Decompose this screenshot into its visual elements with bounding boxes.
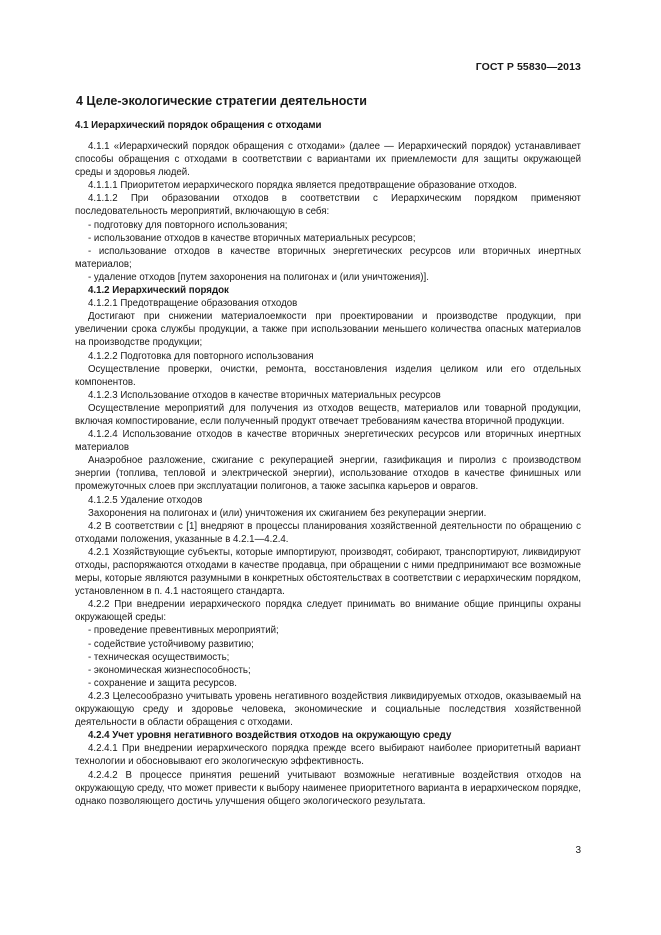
paragraph: 4.2.4.2 В процессе принятия решений учитывают возможные негативные воздействия отходов на окружающую среду, что может привести к выбору наименее приоритетного варианта в иерархическом порядке, однако позволяющего достичь улучшения общего экологического результата.: [75, 769, 581, 807]
clause-heading: 4.1.2 Иерархический порядок: [88, 285, 229, 297]
paragraph: 4.1.2.2 Подготовка для повторного использования: [88, 350, 314, 362]
paragraph: Осуществление мероприятий для получения из отходов веществ, материалов или товарной продукции, включая компостирование, если полученный продукт отвечает требованиям качества вторичной продукции.: [75, 402, 581, 427]
list-item: - проведение превентивных мероприятий;: [88, 625, 279, 637]
subsection-title: 4.1 Иерархический порядок обращения с отходами: [75, 120, 322, 131]
paragraph: 4.2.1 Хозяйствующие субъекты, которые импортируют, производят, собирают, транспортируют, ликвидируют отходы, распоряжаются отходами в качестве продавца, при обращении с ними предпринимают все возможные меры, которые являются разумными в конкретных обстоятельствах в соответствии с иерархическим порядком, установленном в п. 4.1 настоящего стандарта.: [75, 546, 581, 598]
page-number: 3: [575, 845, 581, 856]
list-item: - использование отходов в качестве вторичных материальных ресурсов;: [88, 232, 416, 244]
paragraph: 4.2 В соответствии с [1] внедряют в процессы планирования хозяйственной деятельности по обращению с отходами положения, указанные в 4.2.1—4.2.4.: [75, 520, 581, 545]
list-item: - техническая осуществимость;: [88, 651, 230, 663]
list-item: - содействие устойчивому развитию;: [88, 638, 254, 650]
paragraph: 4.1.2.3 Использование отходов в качестве вторичных материальных ресурсов: [88, 389, 441, 401]
paragraph: 4.1.1 «Иерархический порядок обращения с отходами» (далее — Иерархический порядок) устанавливает способы обращения с отходами в соответствии с вариантами их приемлемости для защиты окружающей среды и здоровья людей.: [75, 141, 581, 179]
list-item: - подготовку для повторного использования;: [88, 219, 288, 231]
list-item: - сохранение и защита ресурсов.: [88, 677, 237, 689]
paragraph: Анаэробное разложение, сжигание с рекуперацией энергии, газификация и пиролиз с производством энергии (топлива, тепловой и электрической энергии), использование отходов в качестве финишных или промежуточных слоев при эксплуатации полигонов, а также засыпка карьеров и оврагов.: [75, 455, 581, 493]
paragraph: 4.1.2.4 Использование отходов в качестве вторичных энергетических ресурсов или вторичных инертных материалов: [75, 429, 581, 454]
section-title: 4 Целе-экологические стратегии деятельности: [76, 94, 367, 108]
paragraph: 4.2.4.1 При внедрении иерархического порядка прежде всего выбирают наиболее приоритетный вариант технологии и обосновывают его экологическую эффективность.: [75, 743, 581, 768]
paragraph: 4.1.1.2 При образовании отходов в соответствии с Иерархическим порядком применяют последовательность мероприятий, включающую в себя:: [75, 193, 581, 218]
list-item: - экономическая жизнеспособность;: [88, 664, 251, 676]
page-content: [75, 90, 581, 808]
standard-number: ГОСТ Р 55830—2013: [475, 61, 581, 73]
paragraph: 4.1.2.5 Удаление отходов: [88, 494, 203, 506]
list-item: - удаление отходов [путем захоронения на полигонах и (или уничтожения)].: [88, 271, 429, 283]
paragraph: 4.1.1.1 Приоритетом иерархического порядка является предотвращение образование отходов.: [88, 180, 517, 192]
paragraph: Достигают при снижении материалоемкости при проектировании и производстве продукции, при увеличении срока службы продукции, а также при использовании меньшего количества опасных материалов на производстве продукции;: [75, 311, 581, 349]
clause-heading: 4.2.4 Учет уровня негативного воздействия отходов на окружающую среду: [88, 730, 452, 742]
paragraph: Захоронения на полигонах и (или) уничтожения их сжиганием без рекуперации энергии.: [88, 507, 487, 519]
paragraph: Осуществление проверки, очистки, ремонта, восстановления изделия целиком или его отдельных компонентов.: [75, 363, 581, 388]
paragraph: 4.1.2.1 Предотвращение образования отходов: [88, 298, 298, 310]
list-item: - использование отходов в качестве вторичных энергетических ресурсов или вторичных инертных материалов;: [75, 245, 581, 270]
paragraph: 4.2.2 При внедрении иерархического порядка следует принимать во внимание общие принципы охраны окружающей среды:: [75, 599, 581, 624]
paragraph: 4.2.3 Целесообразно учитывать уровень негативного воздействия ликвидируемых отходов, оказываемый на окружающую среду и здоровье человека, экономические и социальные последствия хозяйственной деятельности в области обращения с отходами.: [75, 690, 581, 729]
